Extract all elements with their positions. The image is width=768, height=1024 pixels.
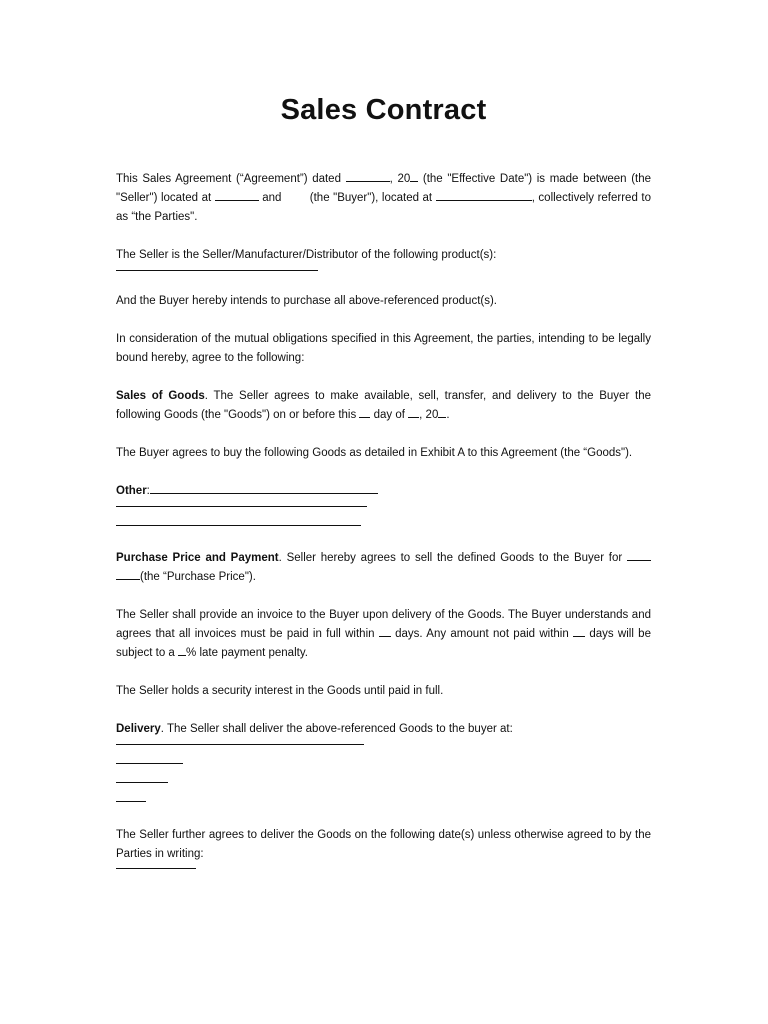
- intro-text-1: This Sales Agreement (“Agreement”) dated: [116, 173, 341, 185]
- day-blank: [359, 406, 370, 418]
- seller-location-blank: [215, 189, 259, 201]
- other-blank-1: [150, 482, 378, 494]
- other-line-3: [116, 525, 361, 526]
- month-blank: [408, 406, 419, 418]
- sales-of-goods-text-a: . The Seller agrees to make available, sell, transfer, and delivery to the Buyer the following Goods (the "Goods") on or before this: [116, 390, 651, 421]
- consideration-paragraph: In consideration of the mutual obligations specified in this Agreement, the parties, intending to be legally bound hereby, agree to the following:: [116, 333, 651, 364]
- intro-text-2: , 20: [389, 173, 411, 185]
- price-blank-2: [116, 568, 140, 580]
- products-line: [116, 270, 318, 271]
- late-days-blank: [573, 625, 585, 637]
- invoice-text-a: The Seller shall provide an invoice to the Buyer upon delivery of the Goods. The Buyer understands and agrees that all invoices must be paid in full within: [116, 609, 651, 640]
- page-title: Sales Contract: [280, 94, 487, 126]
- price-blank-1: [627, 549, 651, 561]
- date-blank: [346, 170, 390, 182]
- sales-of-goods-paragraph: [116, 387, 651, 425]
- delivery-text: . The Seller shall deliver the above-referenced Goods to the buyer at:: [160, 723, 513, 735]
- intro-text-3: (the "Effective Date") is made between (the "Seller") located at: [116, 173, 652, 204]
- invoice-text-d: % late payment penalty.: [186, 647, 308, 659]
- intro-text-5: (the "Buyer"), located at: [309, 192, 433, 204]
- purchase-price-text-a: . Seller hereby agrees to sell the defined Goods to the Buyer for: [278, 552, 623, 564]
- seller-products-paragraph: The Seller is the Seller/Manufacturer/Distributor of the following product(s):: [116, 249, 497, 261]
- purchase-price-heading: Purchase Price and Payment: [116, 552, 279, 564]
- delivery-dates-paragraph: The Seller further agrees to deliver the Goods on the following date(s) unless otherwise agreed to by the Parties in writing:: [116, 829, 651, 860]
- purchase-price-paragraph: [116, 549, 651, 587]
- intro-text-4: and: [262, 192, 282, 204]
- delivery-line-2: [116, 763, 183, 764]
- invoice-text-b: days. Any amount not paid within: [395, 628, 569, 640]
- delivery-paragraph: [116, 720, 651, 739]
- security-paragraph: The Seller holds a security interest in the Goods until paid in full.: [116, 685, 444, 697]
- sales-of-goods-text-d: .: [446, 409, 450, 421]
- delivery-line-4: [116, 801, 146, 802]
- purchase-price-text-b: (the “Purchase Price").: [140, 571, 256, 583]
- buyer-location-blank: [436, 189, 532, 201]
- delivery-line-3: [116, 782, 168, 783]
- penalty-blank: [178, 644, 186, 656]
- other-line-2: [116, 506, 367, 507]
- other-colon: :: [146, 485, 150, 497]
- sales-of-goods-heading: Sales of Goods: [116, 390, 205, 402]
- intro-text-6: , collectively referred to as “the Parties".: [116, 192, 651, 223]
- delivery-dates-line: [116, 868, 196, 869]
- invoice-paragraph: [116, 606, 651, 663]
- sales-of-goods-text-c: , 20: [419, 409, 439, 421]
- sales-of-goods-text-b: day of: [373, 409, 405, 421]
- intro-paragraph: [116, 170, 651, 227]
- buyer-agrees-paragraph: The Buyer agrees to buy the following Goods as detailed in Exhibit A to this Agreement (the “Goods").: [116, 447, 633, 459]
- buyer-intent-paragraph: And the Buyer hereby intends to purchase all above-referenced product(s).: [116, 295, 497, 307]
- delivery-heading: Delivery: [116, 723, 161, 735]
- delivery-line-1: [116, 744, 364, 745]
- invoice-text-c: days will be subject to a: [116, 628, 651, 659]
- payment-days-blank: [379, 625, 391, 637]
- other-heading: Other: [116, 485, 147, 497]
- other-paragraph: [116, 482, 651, 501]
